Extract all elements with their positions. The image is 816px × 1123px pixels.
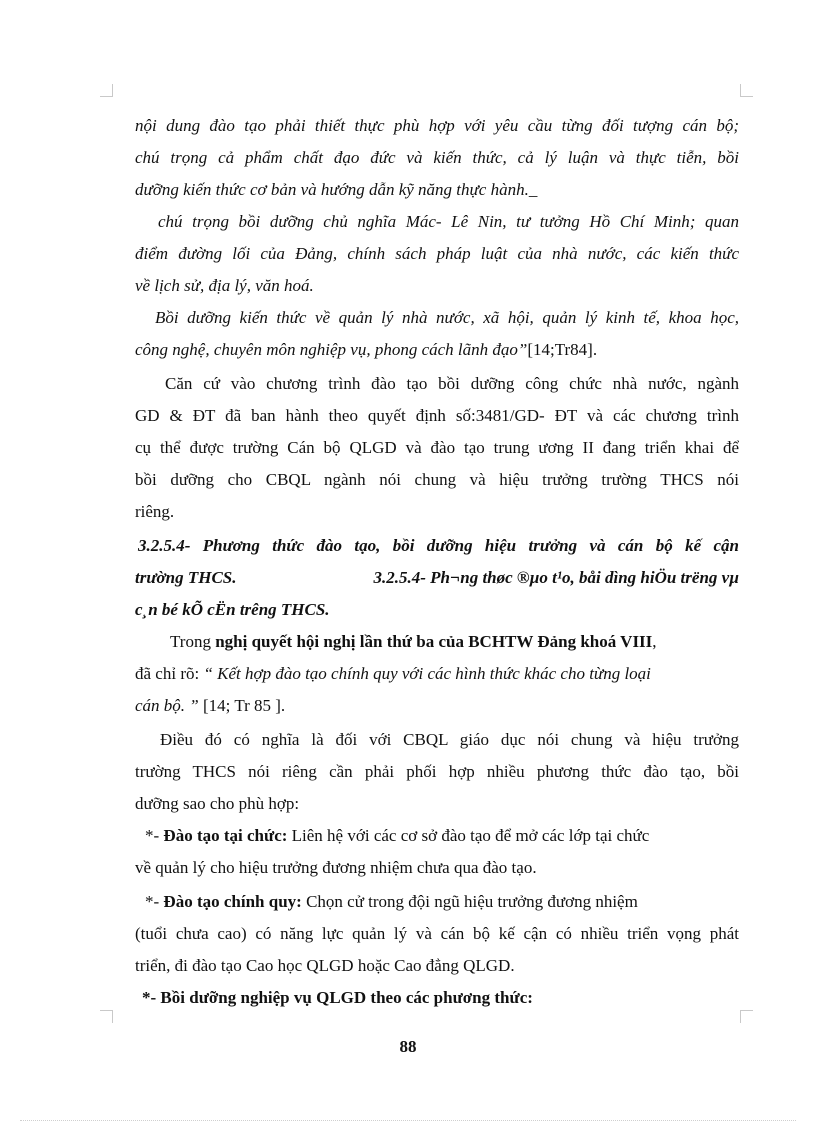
body-line: cụ thể được trường Cán bộ QLGD và đào tạo trung ương II đang triển khai để <box>135 438 739 457</box>
corner-mark-top-right <box>740 84 753 97</box>
text-segment: Trong <box>170 632 216 651</box>
corner-mark-bottom-left <box>100 1010 113 1023</box>
citation: [14;Tr84]. <box>527 340 598 359</box>
list-item <box>142 987 739 1009</box>
body-line: về quản lý cho hiệu trưởng đương nhiệm chưa qua đào tạo. <box>135 858 537 877</box>
bullet-marker: *- <box>142 988 161 1007</box>
body-line: dưỡng kiến thức cơ bản và hướng dẫn kỹ năng thực hành._ <box>135 180 538 199</box>
body-line: về lịch sử, địa lý, văn hoá. <box>135 276 314 295</box>
body-line <box>170 631 739 653</box>
section-heading: 3.2.5.4- Phương thức đào tạo, bồi dưỡng hiệu trưởng và cán bộ kế cận <box>138 536 739 555</box>
body-line <box>135 663 739 685</box>
body-line: nội dung đào tạo phải thiết thực phù hợp với yêu cầu từng đối tượng cán bộ; <box>135 116 739 135</box>
corner-mark-bottom-right <box>740 1010 753 1023</box>
body-line: triển, đi đào tạo Cao học QLGD hoặc Cao đẳng QLGD. <box>135 956 515 975</box>
body-line: chú trọng cả phẩm chất đạo đức và kiến thức, cả lý luận và thực tiễn, bồi <box>135 148 739 167</box>
page-number: 88 <box>399 1037 417 1056</box>
body-line: chú trọng bồi dưỡng chủ nghĩa Mác- Lê Nin, tư tưởng Hồ Chí Minh; quan <box>158 212 739 231</box>
body-line <box>135 695 739 717</box>
quote-end-text: công nghệ, chuyên môn nghiệp vụ, phong cách lãnh đạo” <box>135 340 528 359</box>
bold-term: Bồi dưỡng nghiệp vụ QLGD theo các phương thức: <box>160 988 533 1007</box>
text-segment: Chọn cử trong đội ngũ hiệu trưởng đương nhiệm <box>301 892 638 911</box>
body-line: trường THCS nói riêng cần phải phối hợp nhiều phương thức đào tạo, bồi <box>135 762 739 781</box>
body-line: riêng. <box>135 502 175 521</box>
garbled-heading-text: c¸n bé kÕ cËn trêng THCS. <box>135 600 330 619</box>
body-line <box>135 339 739 361</box>
body-line: Điều đó có nghĩa là đối với CBQL giáo dục nói chung và hiệu trưởng <box>160 730 739 749</box>
list-item <box>145 825 739 847</box>
text-segment: đã chỉ rõ: <box>135 664 204 683</box>
body-line: (tuổi chưa cao) có năng lực quản lý và cán bộ kế cận có nhiều triển vọng phát <box>135 924 739 943</box>
bullet-marker: *- <box>145 826 164 845</box>
body-line: Căn cứ vào chương trình đào tạo bồi dưỡng công chức nhà nước, ngành <box>165 374 739 393</box>
quote-text: cán bộ. ” <box>135 696 199 715</box>
citation: [14; Tr 85 ]. <box>198 696 286 715</box>
bold-term: Đào tạo tại chức: <box>163 826 288 845</box>
body-line: Bồi dưỡng kiến thức về quản lý nhà nước, xã hội, quản lý kinh tế, khoa học, <box>155 308 739 327</box>
list-item <box>145 891 739 913</box>
text-segment: Liên hệ với các cơ sở đào tạo để mở các lớp tại chức <box>287 826 650 845</box>
garbled-heading-text: 3.2.5.4- Ph¬ng thøc ®µo t¹o, båi dìng hiÖu trëng vµ <box>373 568 739 587</box>
bullet-marker: *- <box>145 892 164 911</box>
section-heading-line-2 <box>135 567 739 589</box>
body-line: điểm đường lối của Đảng, chính sách pháp luật của nhà nước, các kiến thức <box>135 244 739 263</box>
corner-mark-top-left <box>100 84 113 97</box>
bold-term: Đào tạo chính quy: <box>163 892 302 911</box>
body-line: dưỡng sao cho phù hợp: <box>135 794 300 813</box>
page-bottom-divider <box>20 1120 796 1121</box>
text-segment: , <box>652 632 657 651</box>
bold-phrase: nghị quyết hội nghị lần thứ ba của BCHTW Đảng khoá VIII <box>215 632 653 651</box>
body-line: GD & ĐT đã ban hành theo quyết định số:3481/GD- ĐT và các chương trình <box>135 406 739 425</box>
heading-tail: trường THCS. <box>135 568 237 587</box>
quote-text: “ Kết hợp đào tạo chính quy với các hình thức khác cho từng loại <box>203 664 651 683</box>
body-line: bồi dưỡng cho CBQL ngành nói chung và hiệu trưởng trường THCS nói <box>135 470 739 489</box>
